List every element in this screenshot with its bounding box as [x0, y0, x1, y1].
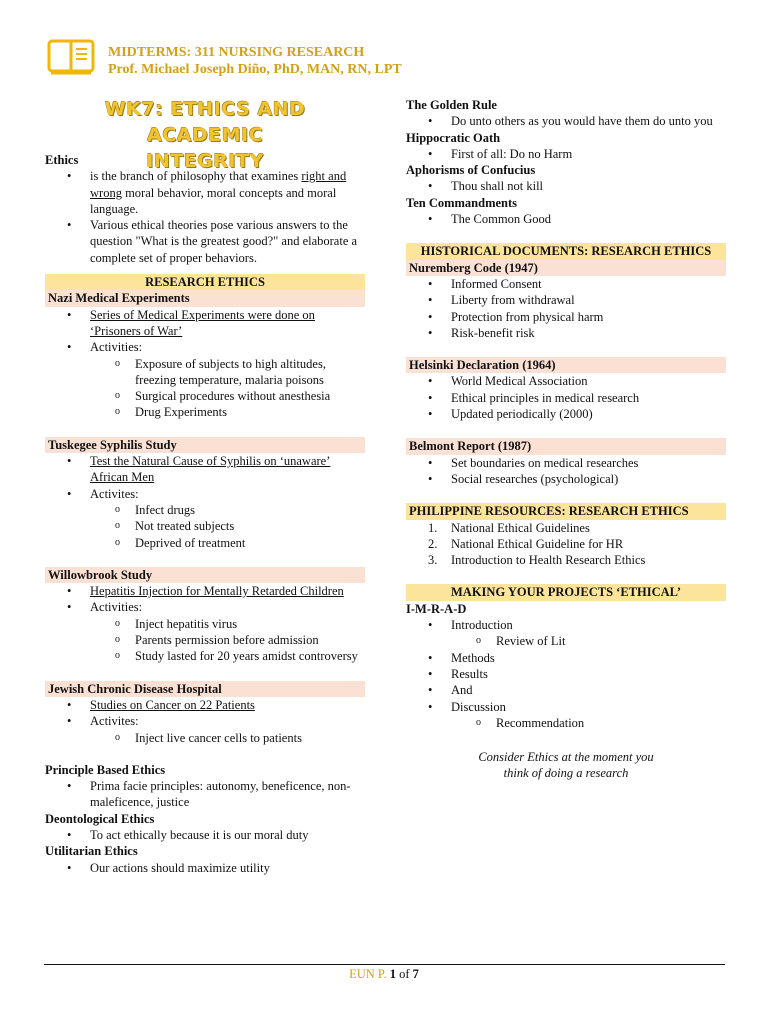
- bullet-list: [406, 113, 726, 129]
- list-item: • Informed Consent: [428, 276, 542, 291]
- right-column: [406, 97, 726, 782]
- sub-list-item: o Review of Lit: [476, 634, 566, 649]
- section-band: RESEARCH ETHICS: [45, 274, 365, 290]
- list-item: • Protection from physical harm: [428, 309, 604, 324]
- list-item: • Methods: [428, 650, 495, 665]
- professor-name: Prof. Michael Joseph Diño, PhD, MAN, RN, LPT: [108, 62, 402, 77]
- list-item: • Activites:: [67, 486, 139, 501]
- sub-list-item: o Inject live cancer cells to patients: [115, 730, 302, 745]
- page-number: 1: [389, 967, 396, 981]
- section-heading: Nuremberg Code (1947): [406, 260, 726, 276]
- section-heading: Ten Commandments: [406, 195, 518, 210]
- list-item: • Activites:: [67, 714, 139, 729]
- section-heading: I-M-R-A-D: [406, 601, 467, 616]
- bullet-list: [406, 178, 726, 194]
- bullet-list: [406, 617, 726, 731]
- list-item: • Hepatitis Injection for Mentally Retarded Children: [67, 584, 344, 599]
- bullet-list: [45, 827, 365, 843]
- footer-of: of: [399, 967, 410, 981]
- footer-divider: [44, 964, 725, 965]
- sub-list-item: o Exposure of subjects to high altitudes, freezing temperature, malaria poisons: [115, 356, 326, 387]
- section-heading: Utilitarian Ethics: [45, 844, 138, 859]
- sub-list-item: o Parents permission before admission: [115, 633, 319, 648]
- sub-list-item: o Infect drugs: [115, 502, 196, 517]
- list-item: • First of all: Do no Harm: [428, 146, 573, 161]
- list-item: • The Common Good: [428, 212, 551, 227]
- footer-prefix: EUN P.: [349, 967, 387, 981]
- list-item: 3. Introduction to Health Research Ethics: [428, 553, 646, 568]
- section-heading: Jewish Chronic Disease Hospital: [45, 681, 365, 697]
- list-item: • To act ethically because it is our moral duty: [67, 827, 309, 842]
- bullet-list: [45, 860, 365, 876]
- section-heading: Deontological Ethics: [45, 811, 155, 826]
- list-item: • Various ethical theories pose various answers to the question "What is the greatest good?" and elaborate a complete set of proper behaviors.: [67, 218, 358, 265]
- list-item: • Thou shall not kill: [428, 179, 544, 194]
- section-heading: Belmont Report (1987): [406, 438, 726, 454]
- list-item: • Discussion: [428, 699, 506, 714]
- list-item: • World Medical Association: [428, 374, 588, 389]
- list-item: • Studies on Cancer on 22 Patients: [67, 697, 255, 712]
- bullet-list: [45, 453, 365, 551]
- list-item: • Social researches (psychological): [428, 471, 619, 486]
- section-heading: The Golden Rule: [406, 98, 497, 112]
- bullet-list: [406, 146, 726, 162]
- section-band: HISTORICAL DOCUMENTS: RESEARCH ETHICS: [406, 243, 726, 259]
- section-band: PHILIPPINE RESOURCES: RESEARCH ETHICS: [406, 503, 726, 519]
- list-item: • Liberty from withdrawal: [428, 293, 575, 308]
- bullet-list: [45, 778, 365, 811]
- sub-list-item: o Deprived of treatment: [115, 535, 246, 550]
- section-heading: Willowbrook Study: [45, 567, 365, 583]
- numbered-list: [406, 520, 726, 569]
- sub-list-item: o Study lasted for 20 years amidst controversy: [115, 649, 358, 664]
- sub-list-item: o Surgical procedures without anesthesia: [115, 389, 331, 404]
- section-heading: Helsinki Declaration (1964): [406, 357, 726, 373]
- bullet-list: [406, 276, 726, 341]
- list-item: • Results: [428, 666, 488, 681]
- list-item: • Our actions should maximize utility: [67, 860, 270, 875]
- list-item: • Series of Medical Experiments were done on ‘Prisoners of War’: [67, 307, 315, 338]
- list-item: • Test the Natural Cause of Syphilis on ‘unaware’ African Men: [67, 454, 331, 485]
- list-item: • Ethical principles in medical research: [428, 390, 640, 405]
- bullet-list: [45, 307, 365, 421]
- section-heading: Nazi Medical Experiments: [45, 290, 365, 306]
- sub-list-item: o Drug Experiments: [115, 405, 227, 420]
- section-heading: Principle Based Ethics: [45, 762, 166, 777]
- course-title: MIDTERMS: 311 NURSING RESEARCH: [108, 45, 365, 60]
- list-item: • Activities:: [67, 340, 143, 355]
- bullet-list: [406, 455, 726, 488]
- sub-list-item: o Inject hepatitis virus: [115, 616, 238, 631]
- bullet-list: [406, 373, 726, 422]
- page-total: 7: [412, 967, 419, 981]
- section-heading: Ethics: [45, 153, 79, 167]
- list-item: • Prima facie principles: autonomy, beneficence, non-maleficence, justice: [67, 779, 351, 810]
- bullet-list: [45, 168, 365, 266]
- section-heading: Tuskegee Syphilis Study: [45, 437, 365, 453]
- sub-list-item: o Recommendation: [476, 715, 585, 730]
- list-item: • Do unto others as you would have them do unto you: [428, 114, 713, 129]
- closing-note: Consider Ethics at the moment you think of doing a research: [478, 750, 654, 781]
- book-icon: [47, 39, 95, 77]
- list-item: • Activities:: [67, 600, 143, 615]
- list-item: • Introduction: [428, 618, 513, 633]
- sub-list-item: o Not treated subjects: [115, 519, 235, 534]
- list-item: • And: [428, 683, 473, 698]
- list-item: • Updated periodically (2000): [428, 407, 593, 422]
- left-column: [45, 152, 365, 876]
- list-item: 1. National Ethical Guidelines: [428, 520, 590, 535]
- section-heading: Aphorisms of Confucius: [406, 163, 536, 178]
- list-item: • Risk-benefit risk: [428, 325, 535, 340]
- section-band: MAKING YOUR PROJECTS ‘ETHICAL’: [406, 584, 726, 600]
- list-item: • Set boundaries on medical researches: [428, 455, 639, 470]
- page-title: WK7: ETHICS AND ACADEMIC INTEGRITY: [104, 98, 306, 172]
- bullet-list: [45, 697, 365, 746]
- list-item: 2. National Ethical Guideline for HR: [428, 536, 624, 551]
- bullet-list: [406, 211, 726, 227]
- section-heading: Hippocratic Oath: [406, 130, 501, 145]
- page-footer: [0, 967, 768, 982]
- list-item: • is the branch of philosophy that examines right and wrong moral behavior, moral concepts and moral language.: [67, 169, 347, 216]
- bullet-list: [45, 583, 365, 664]
- document-header: [108, 44, 402, 78]
